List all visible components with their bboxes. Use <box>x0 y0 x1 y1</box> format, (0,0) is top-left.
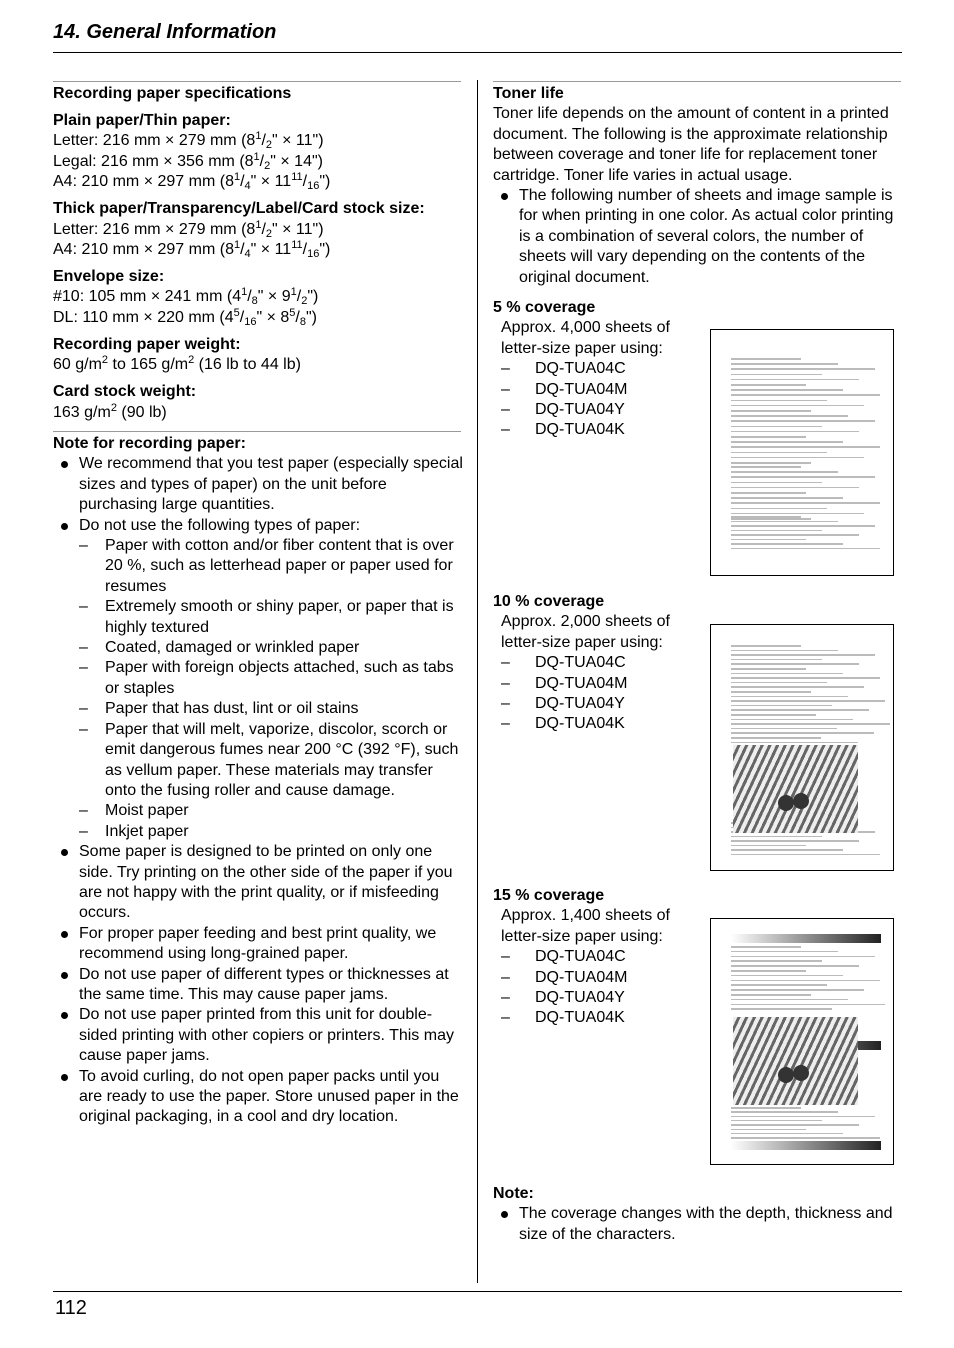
sample-photo <box>733 1017 858 1105</box>
toner-model <box>501 1008 703 1028</box>
sample-text-line <box>731 513 864 515</box>
sample-text-line <box>731 379 859 381</box>
note-bullet: We recommend that you test paper (especially special sizes and types of paper) on the unit before purchasing large quantities. <box>53 454 463 515</box>
toner-note-title: Note: <box>493 1185 534 1202</box>
sample-text-line <box>731 368 875 370</box>
card-weight <box>53 403 463 423</box>
dash-marker: – <box>79 537 88 555</box>
sample-gradient-bar <box>731 1141 881 1150</box>
dash-marker: – <box>501 715 510 733</box>
sample-text-line <box>731 441 843 443</box>
toner-model <box>501 988 703 1008</box>
sample-text-line <box>731 1107 801 1109</box>
note-bullet: Some paper is designed to be printed on only one side. Try printing on the other side of the paper if you are not happy with the print quality, or if misfeeding occurs. <box>53 842 463 924</box>
sample-text-line <box>731 457 864 459</box>
dash-marker: – <box>501 421 510 439</box>
spec-title: Recording paper specifications <box>53 85 292 102</box>
sample-text-line <box>731 497 843 499</box>
note-dash-item <box>53 536 463 597</box>
coverage-sheets: Approx. 4,000 sheets of <box>501 319 670 337</box>
sample-text-line <box>731 723 890 725</box>
note-dash-item <box>53 699 463 719</box>
model-code: DQ-TUA04Y <box>535 401 625 419</box>
spec-line: Letter: 216 mm × 279 mm ($8^1/_2$" × 11") <box>53 130 324 152</box>
weight-title: Recording paper weight: <box>53 335 241 353</box>
coverage-paper: letter-size paper using: <box>501 339 663 357</box>
model-code: DQ-TUA04K <box>535 421 625 439</box>
toner-life <box>493 84 905 288</box>
page-number: 112 <box>55 1297 87 1319</box>
toner-model <box>501 420 703 440</box>
model-code: DQ-TUA04M <box>535 674 628 692</box>
spec-line: Legal: 216 mm × 356 mm ($8^1/_2$" × 14") <box>53 150 323 172</box>
model-code: DQ-TUA04M <box>535 380 628 398</box>
sample-text-line <box>731 719 853 721</box>
sample-text-line <box>731 446 880 448</box>
sample-text-line <box>731 1124 859 1126</box>
model-code: DQ-TUA04C <box>535 654 626 672</box>
coverage-section <box>493 592 703 735</box>
note-rule <box>53 431 461 432</box>
sample-text-line <box>731 691 811 693</box>
model-code: DQ-TUA04K <box>535 715 625 733</box>
plain-sizes <box>53 131 463 192</box>
sample-text-line <box>731 405 864 407</box>
sample-text-line <box>731 700 885 702</box>
sample-text-line <box>731 394 880 396</box>
note-dash-item <box>53 597 463 638</box>
toner-bullet: The following number of sheets and image sample is for when printing in one color. As actual color printing is a combination of several colors, the number of sheets will vary depending on the contents of the original document. <box>493 186 905 288</box>
sample-text-line <box>731 984 827 986</box>
toner-model <box>501 694 703 714</box>
note-dash-item <box>53 801 463 821</box>
dash-marker: – <box>501 968 510 986</box>
footer-divider <box>53 1291 902 1292</box>
card-title: Card stock weight: <box>53 383 197 401</box>
envelope-title: Envelope size: <box>53 268 165 286</box>
dash-marker: – <box>79 720 88 738</box>
spec-line: 60 $g/m^2$ to 165 $g/m^2$ (16 lb to 44 lb) <box>53 354 301 374</box>
sample-gradient-bar <box>731 934 881 943</box>
spec-line: DL: 110 mm × 220 mm ($4^5/_{16}$" × $8^5/_8$") <box>53 306 318 328</box>
dash-marker: – <box>501 401 510 419</box>
spec-line: #10: 105 mm × 241 mm ($4^1/_8$" × $9^1/_2$") <box>53 286 319 308</box>
toner-model <box>501 380 703 400</box>
spec-line: A4: 210 mm × 297 mm ($8^1/_4$" × $11^{11}/_{16}$") <box>53 239 331 261</box>
sample-text-line <box>731 1008 832 1010</box>
coverage-title: 5 % coverage <box>493 299 596 316</box>
toner-rule <box>493 81 901 82</box>
sample-text-line <box>731 521 838 523</box>
toner-model <box>501 359 703 379</box>
sample-15-percent <box>710 918 894 1165</box>
dash-text: Paper that will melt, vaporize, discolor, scorch or emit dangerous fumes near 200 °C (392 °F), such as vellum paper. These materials may transfer onto the fusing roller and cause damage. <box>105 720 459 799</box>
sample-text-line <box>731 1116 875 1118</box>
dash-text: Moist paper <box>105 802 189 820</box>
sample-text-line <box>731 487 859 489</box>
sample-text-line <box>731 431 859 433</box>
sample-text-line <box>731 845 806 847</box>
sample-text-line <box>731 508 827 510</box>
sample-text-line <box>731 462 811 464</box>
toner-intro: Toner life depends on the amount of content in a printed document. The following is the approximate relationship between coverage and toner life for replacement toner cartridge. Toner life varies in actual usage. <box>493 105 889 184</box>
section-header: 14. General Information <box>53 21 277 43</box>
toner-note-bullet: The coverage changes with the depth, thickness and size of the characters. <box>493 1204 905 1245</box>
sample-text-line <box>731 476 875 478</box>
toner-note <box>493 1184 905 1245</box>
sample-text-line <box>731 482 822 484</box>
sample-text-line <box>731 548 880 550</box>
dash-marker: – <box>501 989 510 1007</box>
spec-line: A4: 210 mm × 297 mm ($8^1/_4$" × $11^{11}/_{16}$") <box>53 171 331 193</box>
note-dash-item <box>53 638 463 658</box>
sample-text-line <box>731 705 832 707</box>
sample-text-line <box>731 737 821 739</box>
paper-weight <box>53 355 463 375</box>
model-code: DQ-TUA04C <box>535 948 626 966</box>
sample-text-line <box>731 363 838 365</box>
sample-text-line <box>731 650 838 652</box>
sample-5-percent <box>710 329 894 576</box>
note-bullet: Do not use paper of different types or thicknesses at the same time. This may cause paper jams. <box>53 965 463 1006</box>
sample-text-line <box>731 516 801 518</box>
sample-text-line <box>731 1129 806 1131</box>
sample-text-line <box>731 525 875 527</box>
sample-text-line <box>731 384 806 386</box>
note-title: Note for recording paper: <box>53 435 246 452</box>
sample-text-line <box>731 714 816 716</box>
coverage-sheets: Approx. 2,000 sheets of <box>501 613 670 631</box>
model-code: DQ-TUA04K <box>535 1009 625 1027</box>
toner-model <box>501 653 703 673</box>
sample-text-line <box>731 1004 885 1006</box>
sample-text-line <box>731 709 869 711</box>
note-bullet: Do not use paper printed from this unit for double-sided printing with other copiers or printers. This may cause paper jams. <box>53 1005 463 1066</box>
sample-text-line <box>731 492 806 494</box>
dash-marker: – <box>501 380 510 398</box>
toner-title: Toner life <box>493 85 564 102</box>
sample-text-line <box>731 854 880 856</box>
sample-text-line <box>731 502 880 504</box>
dash-text: Inkjet paper <box>105 822 189 840</box>
plain-title: Plain paper/Thin paper: <box>53 112 231 129</box>
toner-model <box>501 674 703 694</box>
column-divider <box>477 80 478 1283</box>
coverage-title: 15 % coverage <box>493 887 605 904</box>
coverage-paper: letter-size paper using: <box>501 927 663 945</box>
sample-text-line <box>731 677 880 679</box>
sample-text-line <box>731 994 811 996</box>
coverage-section <box>493 886 703 1029</box>
sample-text-line <box>731 742 858 744</box>
dash-text: Coated, damaged or wrinkled paper <box>105 639 360 657</box>
coverage-sheets: Approx. 1,400 sheets of <box>501 907 670 925</box>
note-bullet: To avoid curling, do not open paper packs until you are ready to use the paper. Store unused paper in the original packaging, in a cool and dry location. <box>53 1067 463 1128</box>
paper-specifications <box>53 84 463 423</box>
sample-text-line <box>731 420 875 422</box>
note-bullet: For proper paper feeding and best print quality, we recommend using long-grained paper. <box>53 924 463 965</box>
dash-marker: – <box>501 360 510 378</box>
sample-text-line <box>731 1111 838 1113</box>
dash-marker: – <box>501 1009 510 1027</box>
toner-model <box>501 968 703 988</box>
dash-marker: – <box>79 700 88 718</box>
dash-marker: – <box>79 639 88 657</box>
sample-text-line <box>731 471 838 473</box>
sample-text-line <box>731 975 843 977</box>
sample-text-line <box>731 965 859 967</box>
coverage-paper: letter-size paper using: <box>501 633 663 651</box>
sample-text-line <box>731 543 843 545</box>
sample-text-line <box>731 960 822 962</box>
note-dash-item <box>53 822 463 842</box>
dash-marker: – <box>501 695 510 713</box>
dash-marker: – <box>501 654 510 672</box>
sample-text-line <box>731 732 874 734</box>
coverage-title: 10 % coverage <box>493 593 605 610</box>
sample-text-line <box>731 673 843 675</box>
sample-text-line <box>731 436 806 438</box>
sample-text-line <box>731 668 806 670</box>
dash-marker: – <box>79 659 88 677</box>
sample-photo <box>733 745 858 833</box>
note-dash-item <box>53 658 463 699</box>
header-divider <box>53 52 902 53</box>
sample-text-line <box>731 970 806 972</box>
sample-text-line <box>731 951 838 953</box>
model-code: DQ-TUA04M <box>535 968 628 986</box>
sample-text-line <box>731 956 875 958</box>
sample-text-line <box>731 400 827 402</box>
dash-marker: – <box>501 674 510 692</box>
dash-text: Paper with cotton and/or fiber content that is over 20 %, such as letterhead paper or paper used for resumes <box>105 537 454 595</box>
sample-text-line <box>731 659 822 661</box>
sample-text-line <box>731 518 811 520</box>
sample-text-line <box>731 654 875 656</box>
sample-text-line <box>731 389 843 391</box>
dash-marker: – <box>501 948 510 966</box>
note-dash-item <box>53 720 463 802</box>
thick-sizes <box>53 220 463 261</box>
spec-rule <box>53 81 461 82</box>
sample-text-line <box>731 728 837 730</box>
sample-text-line <box>731 534 859 536</box>
thick-title: Thick paper/Transparency/Label/Card stock size: <box>53 200 425 218</box>
dash-text: Paper that has dust, lint or oil stains <box>105 700 359 718</box>
sample-text-line <box>731 663 859 665</box>
sample-text-line <box>731 989 864 991</box>
sample-text-line <box>731 849 843 851</box>
sample-text-line <box>731 426 822 428</box>
dash-text: Paper with foreign objects attached, such as tabs or staples <box>105 659 454 697</box>
sample-text-line <box>731 358 801 360</box>
note-bullet: Do not use the following types of paper: <box>53 516 463 536</box>
sample-text-line <box>731 374 822 376</box>
sample-text-line <box>731 1120 822 1122</box>
sample-text-line <box>731 530 822 532</box>
sample-text-line <box>731 452 827 454</box>
sample-text-line <box>731 410 801 412</box>
sample-10-percent <box>710 624 894 871</box>
spec-line: Letter: 216 mm × 279 mm ($8^1/_2$" × 11") <box>53 218 324 240</box>
dash-marker: – <box>79 598 88 616</box>
envelope-sizes <box>53 287 463 328</box>
sample-text-line <box>731 466 801 468</box>
sample-text-line <box>731 999 848 1001</box>
toner-model <box>501 714 703 734</box>
sample-text-line <box>731 696 848 698</box>
sample-text-line <box>731 836 822 838</box>
sample-text-line <box>731 645 801 647</box>
model-code: DQ-TUA04C <box>535 360 626 378</box>
dash-marker: – <box>79 802 88 820</box>
spec-line: 163 $g/m^2$ (90 lb) <box>53 401 167 421</box>
sample-text-line <box>731 1137 880 1139</box>
sample-text-line <box>731 980 880 982</box>
sample-text-line <box>731 682 827 684</box>
sample-text-line <box>731 686 864 688</box>
model-code: DQ-TUA04Y <box>535 989 625 1007</box>
model-code: DQ-TUA04Y <box>535 695 625 713</box>
dash-marker: – <box>79 822 88 840</box>
toner-model <box>501 947 703 967</box>
sample-text-line <box>731 539 806 541</box>
sample-text-line <box>731 840 859 842</box>
toner-model <box>501 400 703 420</box>
sample-text-line <box>731 1133 843 1135</box>
paper-notes <box>53 434 463 1128</box>
dash-text: Extremely smooth or shiny paper, or paper that is highly textured <box>105 598 454 636</box>
sample-text-line <box>731 946 801 948</box>
sample-text-line <box>731 415 838 417</box>
coverage-section <box>493 298 703 441</box>
notes-list <box>53 454 463 1127</box>
